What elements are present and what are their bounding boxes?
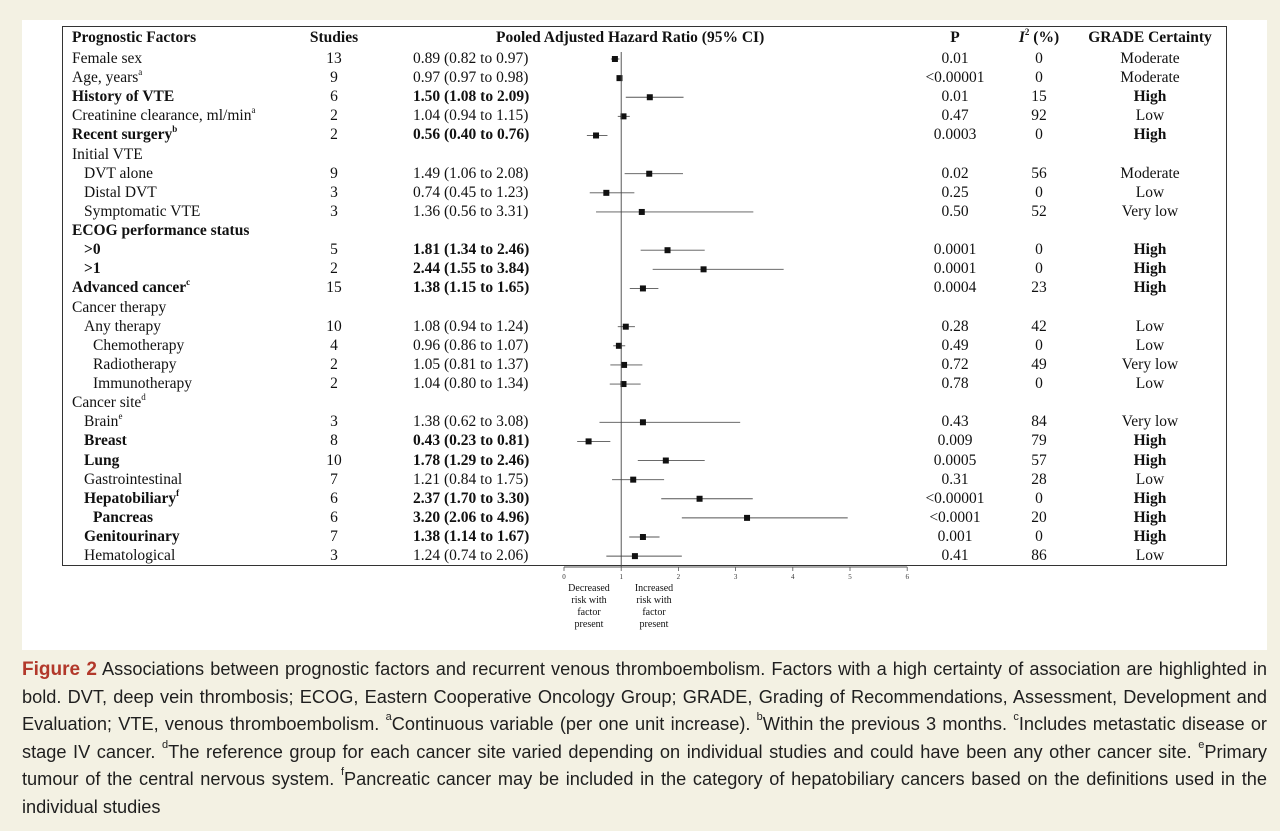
row-grade: Very low xyxy=(1121,355,1179,373)
row-label-text: Any therapy xyxy=(84,317,162,335)
increased-risk-label-line: risk with xyxy=(636,595,672,606)
row-label-text: Advanced cancer xyxy=(72,279,187,297)
row-i2: 86 xyxy=(1031,547,1047,565)
row-p-value: 0.02 xyxy=(941,164,969,182)
row-studies: 2 xyxy=(330,260,338,278)
decreased-risk-label-line: present xyxy=(574,619,604,630)
header-studies: Studies xyxy=(309,29,359,46)
increased-risk-label-line: present xyxy=(639,619,669,630)
row-i2: 56 xyxy=(1031,164,1047,182)
row-i2: 52 xyxy=(1031,202,1047,220)
decreased-risk-label-line: risk with xyxy=(571,595,607,606)
row-grade: Low xyxy=(1135,470,1165,488)
header-p: P xyxy=(950,29,960,46)
row-grade: Moderate xyxy=(1120,164,1180,182)
hr-point xyxy=(603,190,609,196)
caption-note-b: Within the previous 3 months. xyxy=(762,714,1014,735)
increased-risk-label-line: Increased xyxy=(634,583,674,594)
header-i2-sup: 2 xyxy=(1024,26,1030,37)
row-i2: 0 xyxy=(1035,183,1043,201)
hr-point xyxy=(632,553,638,559)
row-hazard-ratio: 2.44 (1.55 to 3.84) xyxy=(413,260,530,278)
row-p-value: 0.01 xyxy=(941,88,969,106)
row-p-value: 0.72 xyxy=(941,355,969,373)
row-p-value: 0.25 xyxy=(941,183,969,201)
row-p-value: 0.50 xyxy=(941,202,969,220)
row-i2: 0 xyxy=(1035,50,1043,67)
row-i2: 0 xyxy=(1035,241,1043,259)
header-grade: GRADE Certainty xyxy=(1088,29,1212,46)
row-studies: 4 xyxy=(330,336,338,354)
hr-point xyxy=(639,209,645,215)
caption-sup-f: f xyxy=(340,766,344,779)
row-studies: 15 xyxy=(326,279,342,297)
caption-note-f: Pancreatic cancer may be included in the category of hepatobiliary cancers based on the definitions used in the individual studies xyxy=(22,769,1267,817)
row-studies: 6 xyxy=(330,508,338,526)
row-label-footnote: d xyxy=(141,392,146,402)
row-label-text: Cancer therapy xyxy=(72,298,167,316)
row-label-text: DVT alone xyxy=(84,164,154,182)
hr-point xyxy=(586,438,592,444)
row-label-text: Hepatobiliary xyxy=(84,489,177,507)
row-label-text: Symptomatic VTE xyxy=(84,202,201,220)
caption-sup-a: a xyxy=(385,711,392,724)
row-p-value: <0.00001 xyxy=(925,489,985,507)
caption-sup-d: d xyxy=(162,738,169,751)
x-tick-label: 2 xyxy=(676,573,681,581)
row-grade: Low xyxy=(1135,107,1165,125)
row-i2: 0 xyxy=(1035,489,1043,507)
row-label-text: Breast xyxy=(84,432,127,450)
row-i2: 0 xyxy=(1035,528,1043,545)
row-grade: Moderate xyxy=(1120,50,1180,67)
row-hazard-ratio: 0.89 (0.82 to 0.97) xyxy=(413,50,529,67)
caption-sup-b: b xyxy=(756,711,763,724)
row-label-text: Creatinine clearance, ml/min xyxy=(72,107,252,125)
row-hazard-ratio: 1.24 (0.74 to 2.06) xyxy=(413,547,529,565)
row-label-footnote: b xyxy=(172,124,178,135)
row-hazard-ratio: 1.04 (0.94 to 1.15) xyxy=(413,107,529,125)
hr-point xyxy=(701,266,707,272)
row-grade: Very low xyxy=(1121,413,1179,431)
row-p-value: 0.41 xyxy=(941,547,969,565)
row-i2: 23 xyxy=(1031,279,1047,297)
row-hazard-ratio: 0.74 (0.45 to 1.23) xyxy=(413,183,529,201)
row-hazard-ratio: 1.08 (0.94 to 1.24) xyxy=(413,317,529,335)
row-grade: High xyxy=(1133,489,1167,507)
row-hazard-ratio: 1.21 (0.84 to 1.75) xyxy=(413,470,529,488)
row-studies: 9 xyxy=(330,69,338,87)
row-label-text: Female sex xyxy=(72,50,143,67)
row-i2: 0 xyxy=(1035,69,1043,87)
row-grade: Low xyxy=(1135,375,1165,393)
x-tick-label: 6 xyxy=(905,573,909,581)
row-p-value: 0.009 xyxy=(937,432,973,450)
hr-point xyxy=(621,362,627,368)
row-label-text: Hematological xyxy=(84,547,176,565)
row-p-value: 0.0004 xyxy=(933,279,977,297)
row-p-value: 0.001 xyxy=(937,528,973,545)
row-hazard-ratio: 1.04 (0.80 to 1.34) xyxy=(413,375,529,393)
row-label-text: Distal DVT xyxy=(84,183,157,201)
x-tick-label: 1 xyxy=(619,573,623,581)
row-p-value: 0.47 xyxy=(941,107,969,125)
caption-note-c: Includes metastatic disease or stage IV cancer. xyxy=(22,714,1267,762)
row-label-footnote: a xyxy=(138,66,143,77)
figure-caption xyxy=(22,656,1267,822)
row-hazard-ratio: 0.43 (0.23 to 0.81) xyxy=(413,432,530,450)
row-i2: 15 xyxy=(1031,88,1047,106)
row-grade: High xyxy=(1133,260,1167,278)
row-grade: High xyxy=(1133,432,1167,450)
caption-sup-c: c xyxy=(1013,711,1019,724)
row-hazard-ratio: 3.20 (2.06 to 4.96) xyxy=(413,508,530,526)
row-label-footnote: f xyxy=(176,487,180,498)
caption-intro: Associations between prognostic factors and recurrent venous thromboembolism. Factors with a high certainty of association are highlighted in bold. DVT, deep vein thrombosis; ECOG, Eastern Cooperative Oncology Group; GRADE, Grading of Recommendations, Assessment, Development and Evaluation; VTE, venous thromboembolism. xyxy=(22,659,1267,735)
row-studies: 7 xyxy=(330,470,338,488)
row-grade: High xyxy=(1133,88,1167,106)
row-hazard-ratio: 1.38 (1.14 to 1.67) xyxy=(413,528,530,545)
row-label-text: Gastrointestinal xyxy=(84,470,183,488)
row-hazard-ratio: 0.97 (0.97 to 0.98) xyxy=(413,69,529,87)
row-label-text: Initial VTE xyxy=(72,145,143,163)
row-i2: 79 xyxy=(1031,432,1047,450)
row-studies: 3 xyxy=(330,547,338,565)
row-studies: 10 xyxy=(326,451,342,469)
row-i2: 28 xyxy=(1031,470,1047,488)
row-hazard-ratio: 1.36 (0.56 to 3.31) xyxy=(413,202,529,220)
hr-point xyxy=(612,56,618,62)
row-p-value: 0.28 xyxy=(941,317,969,335)
row-hazard-ratio: 2.37 (1.70 to 3.30) xyxy=(413,489,530,507)
hr-point xyxy=(640,534,646,540)
row-i2: 84 xyxy=(1031,413,1047,431)
row-p-value: 0.78 xyxy=(941,375,969,393)
row-hazard-ratio: 1.50 (1.08 to 2.09) xyxy=(413,88,530,106)
hr-point xyxy=(744,515,750,521)
hr-point xyxy=(646,171,652,177)
row-label-text: >0 xyxy=(84,241,101,259)
row-grade: High xyxy=(1133,126,1167,144)
hr-point xyxy=(623,324,629,330)
row-label-text: Age, years xyxy=(72,69,139,87)
row-p-value: 0.43 xyxy=(941,413,969,431)
hr-point xyxy=(647,94,653,100)
row-i2: 42 xyxy=(1031,317,1047,335)
x-tick-label: 0 xyxy=(562,573,566,581)
row-grade: High xyxy=(1133,451,1167,469)
row-studies: 10 xyxy=(326,317,342,335)
row-i2: 0 xyxy=(1035,336,1043,354)
row-hazard-ratio: 1.38 (1.15 to 1.65) xyxy=(413,279,530,297)
row-studies: 6 xyxy=(330,489,338,507)
row-label-text: ECOG performance status xyxy=(72,222,250,240)
row-grade: Low xyxy=(1135,183,1165,201)
row-i2: 49 xyxy=(1031,355,1047,373)
row-studies: 13 xyxy=(326,50,342,67)
decreased-risk-label-line: factor xyxy=(577,607,601,618)
row-studies: 5 xyxy=(330,241,338,259)
row-p-value: 0.0005 xyxy=(933,451,977,469)
row-i2: 57 xyxy=(1031,451,1047,469)
row-studies: 3 xyxy=(330,413,338,431)
row-label-text: Chemotherapy xyxy=(93,336,185,354)
header-hazard-ratio: Pooled Adjusted Hazard Ratio (95% CI) xyxy=(496,29,765,46)
increased-risk-label xyxy=(624,583,684,631)
decreased-risk-label xyxy=(559,583,619,631)
row-hazard-ratio: 1.05 (0.81 to 1.37) xyxy=(413,355,529,373)
row-grade: High xyxy=(1133,508,1167,526)
row-studies: 7 xyxy=(330,528,338,545)
row-p-value: 0.0001 xyxy=(933,241,977,259)
caption-note-d: The reference group for each cancer site varied depending on individual studies and could have been any other cancer site. xyxy=(168,741,1199,762)
hr-point xyxy=(665,247,671,253)
row-studies: 6 xyxy=(330,88,338,106)
row-studies: 3 xyxy=(330,202,338,220)
row-studies: 9 xyxy=(330,164,338,182)
row-hazard-ratio: 1.49 (1.06 to 2.08) xyxy=(413,164,529,182)
row-label-text: Lung xyxy=(84,451,120,469)
header-i2-symbol: I xyxy=(1018,29,1025,46)
row-grade: High xyxy=(1133,241,1167,259)
hr-point xyxy=(697,496,703,502)
row-i2: 0 xyxy=(1035,375,1043,393)
row-label-text: >1 xyxy=(84,260,101,278)
increased-risk-label-line: factor xyxy=(642,607,666,618)
row-p-value: <0.00001 xyxy=(925,69,985,87)
caption-note-a: Continuous variable (per one unit increase). xyxy=(391,714,757,735)
caption-figure-label: Figure 2 xyxy=(22,659,97,680)
row-studies: 8 xyxy=(330,432,338,450)
row-label-text: Genitourinary xyxy=(84,528,180,545)
row-hazard-ratio: 1.38 (0.62 to 3.08) xyxy=(413,413,529,431)
row-i2: 0 xyxy=(1035,126,1043,144)
hr-point xyxy=(640,285,646,291)
header-i2-unit: (%) xyxy=(1029,29,1060,46)
row-studies: 2 xyxy=(330,375,338,393)
row-p-value: 0.0003 xyxy=(933,126,977,144)
row-p-value: 0.31 xyxy=(941,470,969,488)
row-studies: 3 xyxy=(330,183,338,201)
x-tick-label: 5 xyxy=(848,573,852,581)
row-hazard-ratio: 1.78 (1.29 to 2.46) xyxy=(413,451,530,469)
row-studies: 2 xyxy=(330,126,338,144)
row-i2: 92 xyxy=(1031,107,1047,125)
row-i2: 20 xyxy=(1031,508,1047,526)
row-grade: Moderate xyxy=(1120,69,1180,87)
row-label-footnote: a xyxy=(251,105,256,116)
row-hazard-ratio: 0.56 (0.40 to 0.76) xyxy=(413,126,530,144)
hr-point xyxy=(593,132,599,138)
row-p-value: 0.01 xyxy=(941,50,969,67)
row-i2: 0 xyxy=(1035,260,1043,278)
row-label-text: Brain xyxy=(84,413,119,431)
row-label-footnote: c xyxy=(186,277,191,288)
row-hazard-ratio: 1.81 (1.34 to 2.46) xyxy=(413,241,530,259)
row-grade: Low xyxy=(1135,547,1165,565)
hr-point xyxy=(640,419,646,425)
row-studies: 2 xyxy=(330,355,338,373)
hr-point xyxy=(630,477,636,483)
x-tick-label: 3 xyxy=(733,573,738,581)
decreased-risk-label-line: Decreased xyxy=(568,583,610,594)
row-grade: High xyxy=(1133,528,1167,545)
x-tick-label: 4 xyxy=(791,573,795,581)
row-grade: High xyxy=(1133,279,1167,297)
caption-sup-e: e xyxy=(1198,738,1205,751)
row-label-text: Cancer site xyxy=(72,394,142,412)
header-factors: Prognostic Factors xyxy=(72,29,197,46)
row-label-text: Radiotherapy xyxy=(93,355,177,373)
row-label-text: Immunotherapy xyxy=(93,375,193,393)
hr-point xyxy=(663,458,669,464)
row-label-text: Pancreas xyxy=(93,508,153,526)
row-label-text: Recent surgery xyxy=(72,126,173,144)
row-studies: 2 xyxy=(330,107,338,125)
row-grade: Low xyxy=(1135,317,1165,335)
row-grade: Very low xyxy=(1121,202,1179,220)
row-p-value: <0.0001 xyxy=(929,508,981,526)
row-label-text: History of VTE xyxy=(72,88,175,106)
row-p-value: 0.0001 xyxy=(933,260,977,278)
row-label-footnote: e xyxy=(118,411,123,422)
row-hazard-ratio: 0.96 (0.86 to 1.07) xyxy=(413,336,529,354)
caption-note-e: Primary tumour of the central nervous system. xyxy=(22,741,1267,790)
row-grade: Low xyxy=(1135,336,1165,354)
row-p-value: 0.49 xyxy=(941,336,969,354)
